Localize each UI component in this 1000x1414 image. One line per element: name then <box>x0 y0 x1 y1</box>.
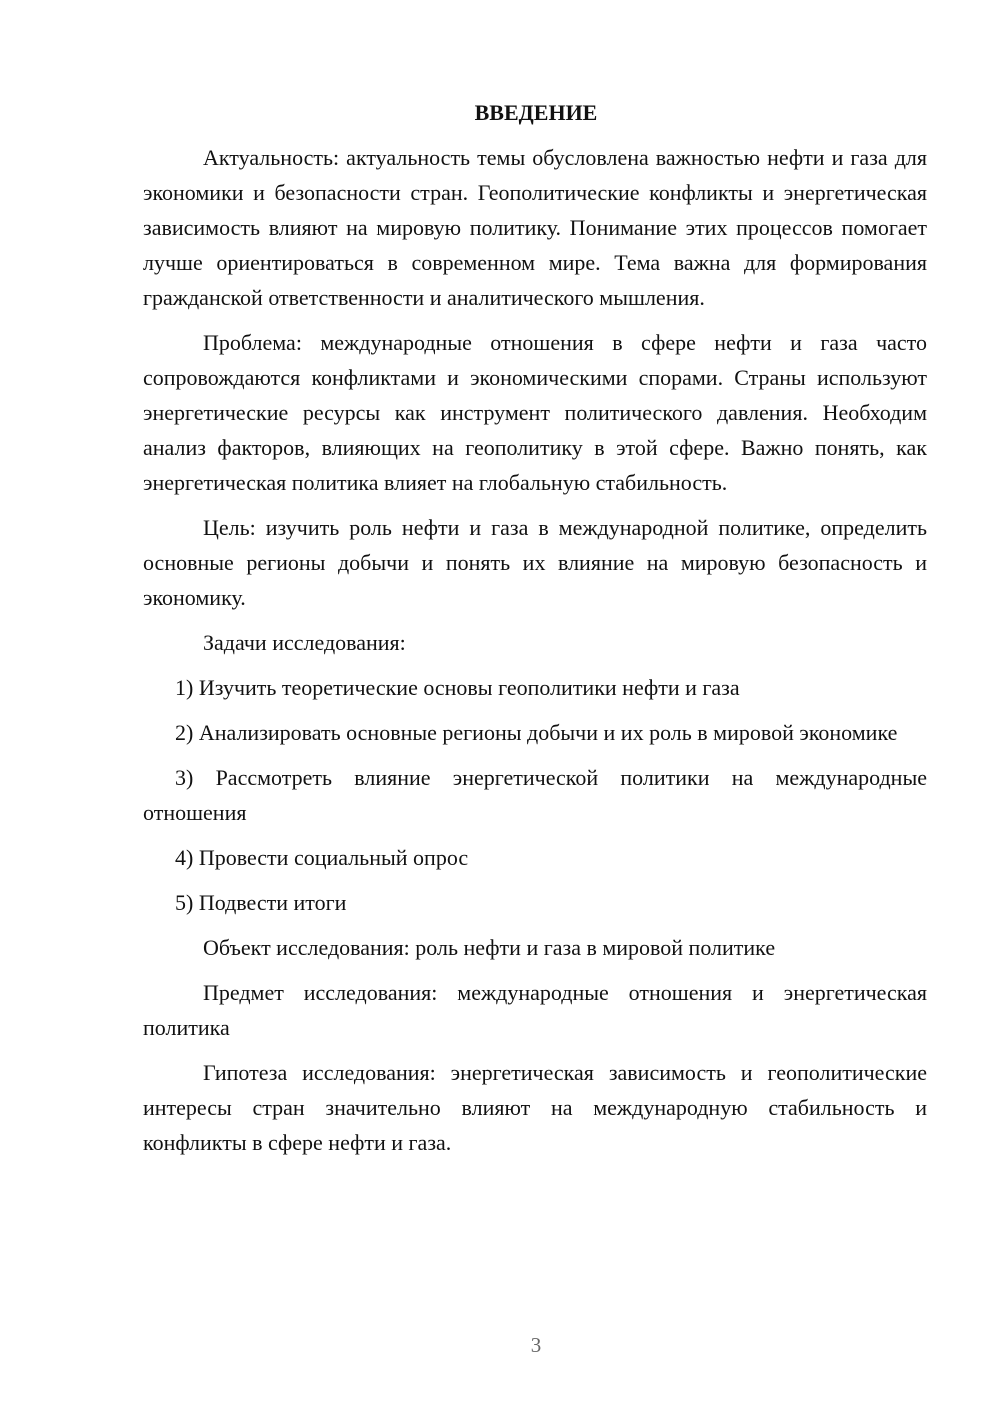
paragraph-goal: Цель: изучить роль нефти и газа в международной политике, определить основные регионы добычи и понять их влияние на мировую безопасность и экономику. <box>143 515 927 610</box>
paragraph-hypothesis: Гипотеза исследования: энергетическая зависимость и геополитические интересы стран значительно влияют на международную стабильность и конфликты в сфере нефти и газа. <box>143 1060 927 1155</box>
task-item-5: 5) Подвести итоги <box>175 890 347 915</box>
page-title: ВВЕДЕНИЕ <box>474 100 598 125</box>
tasks-heading: Задачи исследования: <box>203 630 406 655</box>
paragraph-object: Объект исследования: роль нефти и газа в мировой политике <box>203 935 776 960</box>
paragraph-subject: Предмет исследования: международные отношения и энергетическая политика <box>143 980 927 1040</box>
paragraph-relevance: Актуальность: актуальность темы обусловлена важностью нефти и газа для экономики и безопасности стран. Геополитические конфликты и энергетическая зависимость влияют на мировую политику. Понимание этих процессов помогает лучше ориентироваться в современном мире. Тема важна для формирования гражданской ответственности и аналитического мышления. <box>143 145 927 310</box>
paragraph-problem: Проблема: международные отношения в сфере нефти и газа часто сопровождаются конфликтами и экономическими спорами. Страны используют энергетические ресурсы как инструмент политического давления. Необходим анализ факторов, влияющих на геополитику в этой сфере. Важно понять, как энергетическая политика влияет на глобальную стабильность. <box>143 330 927 495</box>
task-item-4: 4) Провести социальный опрос <box>175 845 469 870</box>
page-number: 3 <box>530 1333 542 1357</box>
task-item-2: 2) Анализировать основные регионы добычи и их роль в мировой экономике <box>175 720 898 745</box>
page-content <box>143 95 927 1170</box>
task-item-3: 3) Рассмотреть влияние энергетической политики на международные отношения <box>143 765 927 825</box>
task-item-1: 1) Изучить теоретические основы геополитики нефти и газа <box>175 675 740 700</box>
